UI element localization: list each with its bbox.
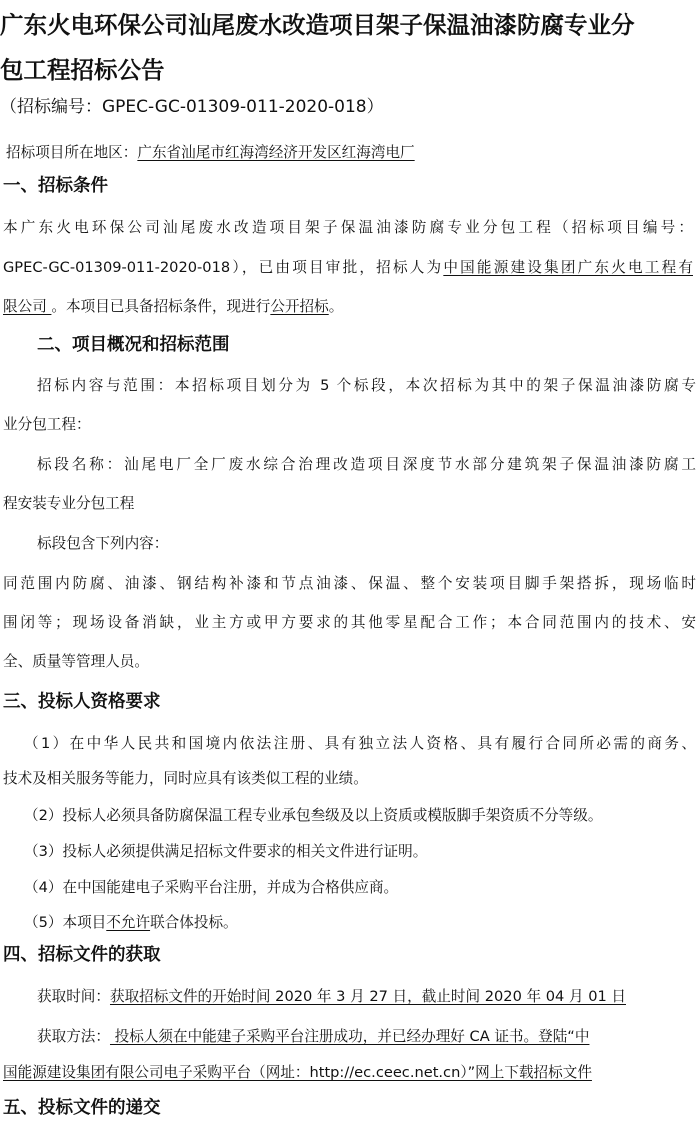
tender-code: （招标编号：GPEC-GC-01309-011-2020-018） — [0, 97, 384, 117]
s1-line1: 本广东火电环保公司汕尾废水改造项目架子保温油漆防腐专业分包工程（招标项目编号： — [3, 219, 693, 236]
s3-item3: （3）投标人必须提供满足招标文件要求的相关文件进行证明。 — [24, 843, 428, 860]
section-1-heading: 一、招标条件 — [3, 176, 108, 196]
acquire-method-value: 投标人须在中能建子采购平台注册成功，并已经办理好 CA 证书。登陆“中 — [109, 1028, 590, 1045]
section-3-heading: 三、投标人资格要求 — [3, 692, 161, 712]
s2-line2: 业分包工程： — [3, 416, 91, 433]
tenderee-name: 中国能源建设集团广东火电工程有 — [443, 259, 693, 276]
s2-line1: 招标内容与范围：本招标项目划分为 5 个标段，本次招标为其中的架子保温油漆防腐专 — [37, 377, 696, 394]
s1-line3 — [3, 295, 343, 319]
location-value: 广东省汕尾市红海湾经济开发区红海湾电厂 — [137, 144, 415, 161]
s3-item1: （1）在中华人民共和国境内依法注册、具有独立法人资格、具有履行合同所必需的商务、 — [24, 735, 696, 752]
s1-line3-text: 。本项目已具备招标条件，现进行 — [51, 298, 271, 315]
section-4-heading: 四、招标文件的获取 — [3, 945, 161, 965]
acquire-method-cont — [3, 1061, 592, 1085]
s2-line7: 围闭等；现场设备消缺，业主方或甲方要求的其他零星配合工作；本合同范围内的技术、安 — [3, 614, 696, 631]
s1-line3-end: 。 — [328, 298, 344, 315]
acquire-method-label: 获取方法： — [37, 1028, 110, 1045]
section-2-heading: 二、项目概况和招标范围 — [37, 335, 230, 355]
doc-title-line1: 广东火电环保公司汕尾废水改造项目架子保温油漆防腐专业分 — [0, 11, 635, 39]
acquire-method-url: 国能源建设集团有限公司电子采购平台（网址：http://ec.ceec.net.cn）”网上下载招标文件 — [3, 1064, 592, 1081]
s3-item1-cont: 技术及相关服务等能力，同时应具有该类似工程的业绩。 — [3, 770, 368, 787]
tender-method: 公开招标 — [270, 298, 329, 315]
location-label: 招标项目所在地区： — [6, 144, 138, 161]
s3-item5-end: 联合体投标。 — [150, 914, 238, 931]
acquire-time-value: 获取招标文件的开始时间 2020 年 3 月 27 日，截止时间 2020 年 04 月 01 日 — [109, 988, 626, 1005]
location-line — [6, 141, 415, 165]
acquire-method — [37, 1025, 589, 1049]
acquire-time — [37, 985, 626, 1009]
not-allowed: 不允许 — [106, 914, 151, 931]
section-5-heading: 五、投标文件的递交 — [3, 1098, 161, 1118]
s1-line2 — [3, 256, 693, 280]
doc-title-line2: 包工程招标公告 — [0, 56, 165, 84]
s2-line6: 同范围内防腐、油漆、钢结构补漆和节点油漆、保温、整个安装项目脚手架搭拆，现场临时 — [3, 575, 696, 592]
s2-line5: 标段包含下列内容： — [37, 535, 169, 552]
s2-line3: 标段名称：汕尾电厂全厂废水综合治理改造项目深度节水部分建筑架子保温油漆防腐工 — [37, 456, 696, 473]
s3-item5-text: （5）本项目 — [24, 914, 107, 931]
s2-line4: 程安装专业分包工程 — [3, 495, 135, 512]
s1-line2-text: GPEC-GC-01309-011-2020-018），已由项目审批，招标人为 — [3, 259, 444, 276]
s2-line8: 全、质量等管理人员。 — [3, 653, 149, 670]
s3-item5 — [24, 911, 238, 935]
s3-item4: （4）在中国能建电子采购平台注册，并成为合格供应商。 — [24, 879, 399, 896]
acquire-time-label: 获取时间： — [37, 988, 110, 1005]
s3-item2: （2）投标人必须具备防腐保温工程专业承包叁级及以上资质或模版脚手架资质不分等级。 — [24, 807, 603, 824]
tenderee-name-cont: 限公司 — [3, 298, 52, 315]
